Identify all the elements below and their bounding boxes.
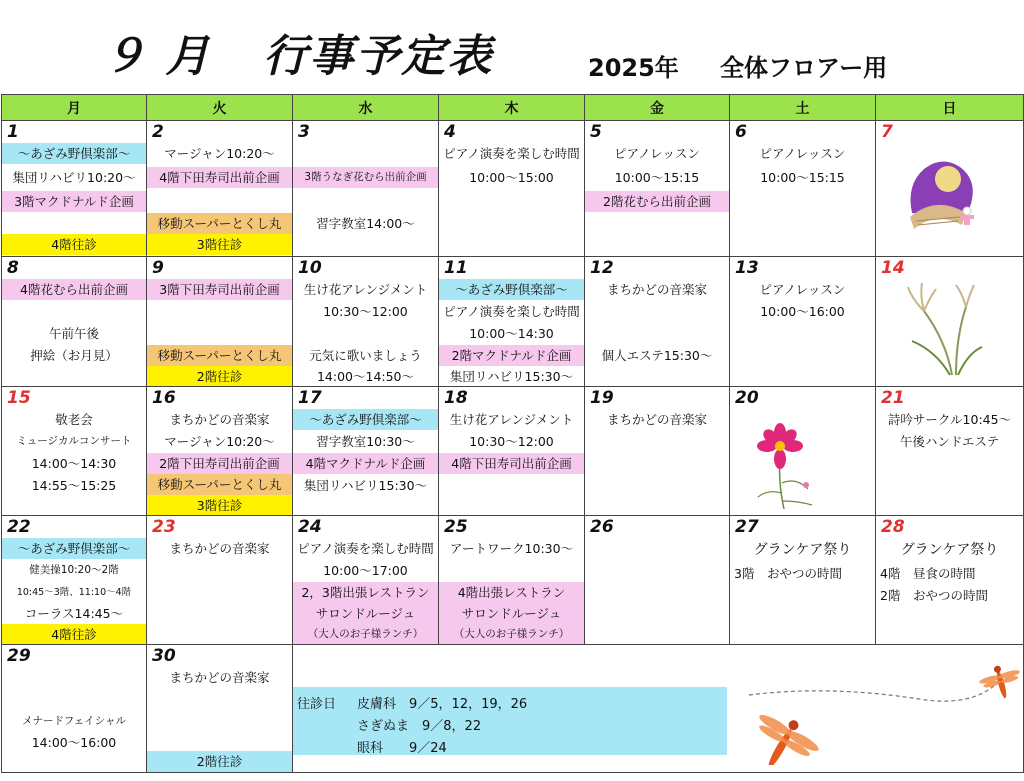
day-cell-15	[2, 387, 147, 516]
event: グランケア祭り	[753, 542, 852, 558]
day-cell-28	[876, 516, 1024, 645]
weekday-sat: 土	[730, 95, 876, 121]
weekday-mon: 月	[2, 95, 147, 121]
day-number: 1	[7, 122, 19, 142]
day-cell-13	[730, 257, 876, 387]
event: 10:00～15:00	[469, 170, 554, 185]
day-number: 14	[881, 258, 905, 278]
event: 10:00～14:30	[469, 326, 554, 341]
event: ピアノ演奏を楽しむ時間	[443, 146, 580, 161]
event: 習字教室10:30～	[316, 434, 415, 449]
event: まちかどの音楽家	[606, 282, 707, 297]
day-number: 6	[735, 122, 747, 142]
weekday-tue: 火	[147, 95, 293, 121]
day-number: 17	[298, 388, 322, 408]
day-cell-2	[147, 121, 293, 257]
weekday-fri: 金	[585, 95, 730, 121]
notice-dermatology: 皮膚科 9／5，12，19，26	[357, 697, 528, 712]
day-number: 21	[881, 388, 905, 408]
day-cell-14	[876, 257, 1024, 387]
event: ピアノレッスン	[614, 146, 700, 161]
event: 午後ハンドエステ	[899, 434, 1000, 449]
day-number: 27	[735, 517, 759, 537]
day-cell-24	[293, 516, 439, 645]
event: 14:00～14:50～	[316, 369, 415, 384]
event: 4階下田寿司出前企画	[147, 167, 292, 188]
day-number: 18	[444, 388, 468, 408]
day-number: 13	[735, 258, 759, 278]
day-number: 12	[590, 258, 614, 278]
day-number: 24	[298, 517, 322, 537]
day-cell-5	[585, 121, 730, 257]
event: 移動スーパーとくし丸	[147, 213, 292, 234]
house-call-notice	[293, 687, 727, 755]
event: マージャン10:20～	[164, 434, 275, 449]
event: 移動スーパーとくし丸	[147, 474, 292, 495]
event: 2階マクドナルド企画	[439, 345, 584, 366]
day-cell-25	[439, 516, 585, 645]
year-label: 2025年	[588, 54, 679, 82]
day-number: 26	[590, 517, 614, 537]
day-cell-18	[439, 387, 585, 516]
day-cell-11	[439, 257, 585, 387]
day-number: 10	[298, 258, 322, 278]
weekday-header-row	[2, 95, 1024, 121]
cosmos-flower-icon	[750, 423, 822, 511]
event: 詩吟サークル10:45～	[887, 412, 1012, 427]
floor-label: 全体フロアー用	[720, 54, 888, 82]
day-cell-6	[730, 121, 876, 257]
day-cell-26	[585, 516, 730, 645]
day-cell-10	[293, 257, 439, 387]
day-cell-3	[293, 121, 439, 257]
event: コーラス14:45～	[24, 606, 124, 621]
event: 4階下田寿司出前企画	[439, 453, 584, 474]
event: ピアノ演奏を楽しむ時間	[297, 541, 434, 556]
event: 生け花アレンジメント	[449, 412, 574, 427]
event: まちかどの音楽家	[169, 541, 270, 556]
event: ピアノレッスン	[759, 146, 846, 161]
day-number: 19	[590, 388, 614, 408]
event: 14:00～14:30	[31, 456, 117, 471]
event: 10:00～15:15	[760, 170, 845, 185]
event: 生け花アレンジメント	[303, 282, 428, 297]
day-number: 7	[881, 122, 893, 142]
event: ～あざみ野倶楽部～	[2, 143, 146, 164]
day-cell-9	[147, 257, 293, 387]
notice-label: 往診日	[297, 697, 337, 712]
event: まちかどの音楽家	[169, 670, 270, 685]
event: マージャン10:20～	[164, 146, 275, 161]
day-cell-20	[730, 387, 876, 516]
week-row-2	[2, 257, 1024, 387]
event: 2階 おやつの時間	[880, 588, 988, 603]
day-cell-16	[147, 387, 293, 516]
event: 10:00～17:00	[323, 563, 408, 578]
day-cell-8	[2, 257, 147, 387]
day-cell-7	[876, 121, 1024, 257]
event: 移動スーパーとくし丸	[147, 345, 292, 366]
week-row-3	[2, 387, 1024, 516]
event: 3階うなぎ花むら出前企画	[293, 167, 438, 188]
event: ～あざみ野倶楽部～	[439, 279, 584, 300]
event: 元気に歌いましょう	[309, 348, 422, 363]
event: 14:00～16:00	[31, 735, 117, 750]
event: 4階花むら出前企画	[2, 279, 146, 300]
event: 押絵（お月見）	[30, 348, 118, 363]
day-cell-23	[147, 516, 293, 645]
day-number: 22	[7, 517, 31, 537]
day-cell-29	[2, 645, 147, 773]
weekday-sun: 日	[876, 95, 1024, 121]
event: 2，3階出張レストラン	[293, 582, 438, 603]
event: 集団リハビリ15:30～	[303, 478, 428, 493]
day-number: 15	[7, 388, 31, 408]
event: （大人のお子様ランチ）	[293, 624, 438, 644]
event: 10:30～12:00	[323, 304, 408, 319]
event: ミュージカルコンサート	[16, 435, 132, 447]
event: ～あざみ野倶楽部～	[293, 409, 438, 430]
event: 2階下田寿司出前企画	[147, 453, 292, 474]
week-row-5	[2, 645, 1024, 773]
notice-cell	[293, 645, 1024, 773]
week-row-1	[2, 121, 1024, 257]
event: 3階往診	[147, 495, 292, 515]
event: 10:30～12:00	[469, 434, 554, 449]
event: グランケア祭り	[900, 542, 999, 558]
day-cell-12	[585, 257, 730, 387]
notice-saginuma: さぎぬま 9／8，22	[357, 719, 482, 734]
week-row-4	[2, 516, 1024, 645]
day-number: 5	[590, 122, 602, 142]
event: メナードフェイシャル	[22, 715, 126, 727]
day-number: 30	[152, 646, 176, 666]
event: 敬老会	[55, 412, 93, 427]
day-cell-4	[439, 121, 585, 257]
day-cell-22	[2, 516, 147, 645]
event: 習字教室14:00～	[316, 216, 415, 231]
day-number: 2	[152, 122, 164, 142]
event: 集団リハビリ15:30～	[449, 369, 574, 384]
day-number: 11	[444, 258, 468, 278]
day-cell-30	[147, 645, 293, 773]
weekday-wed: 水	[293, 95, 439, 121]
day-number: 3	[298, 122, 310, 142]
dragonfly-icon	[739, 655, 1023, 765]
event: アートワーク10:30～	[449, 541, 574, 556]
event: 14:55～15:25	[31, 478, 117, 493]
event: 3階 おやつの時間	[734, 566, 842, 581]
event: ピアノ演奏を楽しむ時間	[443, 304, 580, 319]
event: 10:00～16:00	[760, 304, 845, 319]
event: サロンドルージュ	[293, 603, 438, 624]
weekday-thu: 木	[439, 95, 585, 121]
event: まちかどの音楽家	[606, 412, 707, 427]
event: （大人のお子様ランチ）	[439, 624, 584, 644]
event: 個人エステ15:30～	[601, 348, 713, 363]
event: 10:45～3階、11:10～4階	[16, 587, 132, 598]
event: サロンドルージュ	[439, 603, 584, 624]
event: 4階出張レストラン	[439, 582, 584, 603]
day-number: 4	[444, 122, 456, 142]
day-number: 23	[152, 517, 176, 537]
event: 2階往診	[147, 751, 292, 772]
event: 4階往診	[2, 624, 146, 644]
notice-ophthalmology: 眼科 9／24	[357, 741, 447, 756]
moon-viewing-icon	[906, 155, 978, 235]
event: 2階花むら出前企画	[585, 191, 729, 212]
event: ピアノレッスン	[759, 282, 846, 297]
day-number: 25	[444, 517, 468, 537]
calendar-grid	[1, 94, 1024, 773]
day-cell-21	[876, 387, 1024, 516]
event: 健美操10:20～2階	[29, 564, 119, 576]
event: 3階マクドナルド企画	[2, 191, 146, 212]
event: 午前午後	[48, 326, 99, 341]
day-number: 20	[735, 388, 759, 408]
event: ～あざみ野倶楽部～	[2, 538, 146, 559]
calendar-title: ９ 月 行事予定表	[102, 31, 494, 82]
event: 集団リハビリ10:20～	[12, 170, 136, 185]
event: 3階下田寿司出前企画	[147, 279, 292, 300]
day-number: 8	[7, 258, 19, 278]
event: 4階往診	[2, 234, 146, 255]
event: 4階 昼食の時間	[880, 566, 976, 581]
event: 4階マクドナルド企画	[293, 453, 438, 474]
day-number: 16	[152, 388, 176, 408]
day-cell-17	[293, 387, 439, 516]
event: 3階往診	[147, 234, 292, 255]
day-cell-1	[2, 121, 147, 257]
day-cell-19	[585, 387, 730, 516]
day-cell-27	[730, 516, 876, 645]
day-number: 9	[152, 258, 164, 278]
event: 2階往診	[147, 366, 292, 386]
day-number: 29	[7, 646, 31, 666]
day-number: 28	[881, 517, 905, 537]
event: まちかどの音楽家	[169, 412, 270, 427]
event: 10:00～15:15	[614, 170, 700, 185]
pampas-grass-icon	[906, 281, 986, 377]
